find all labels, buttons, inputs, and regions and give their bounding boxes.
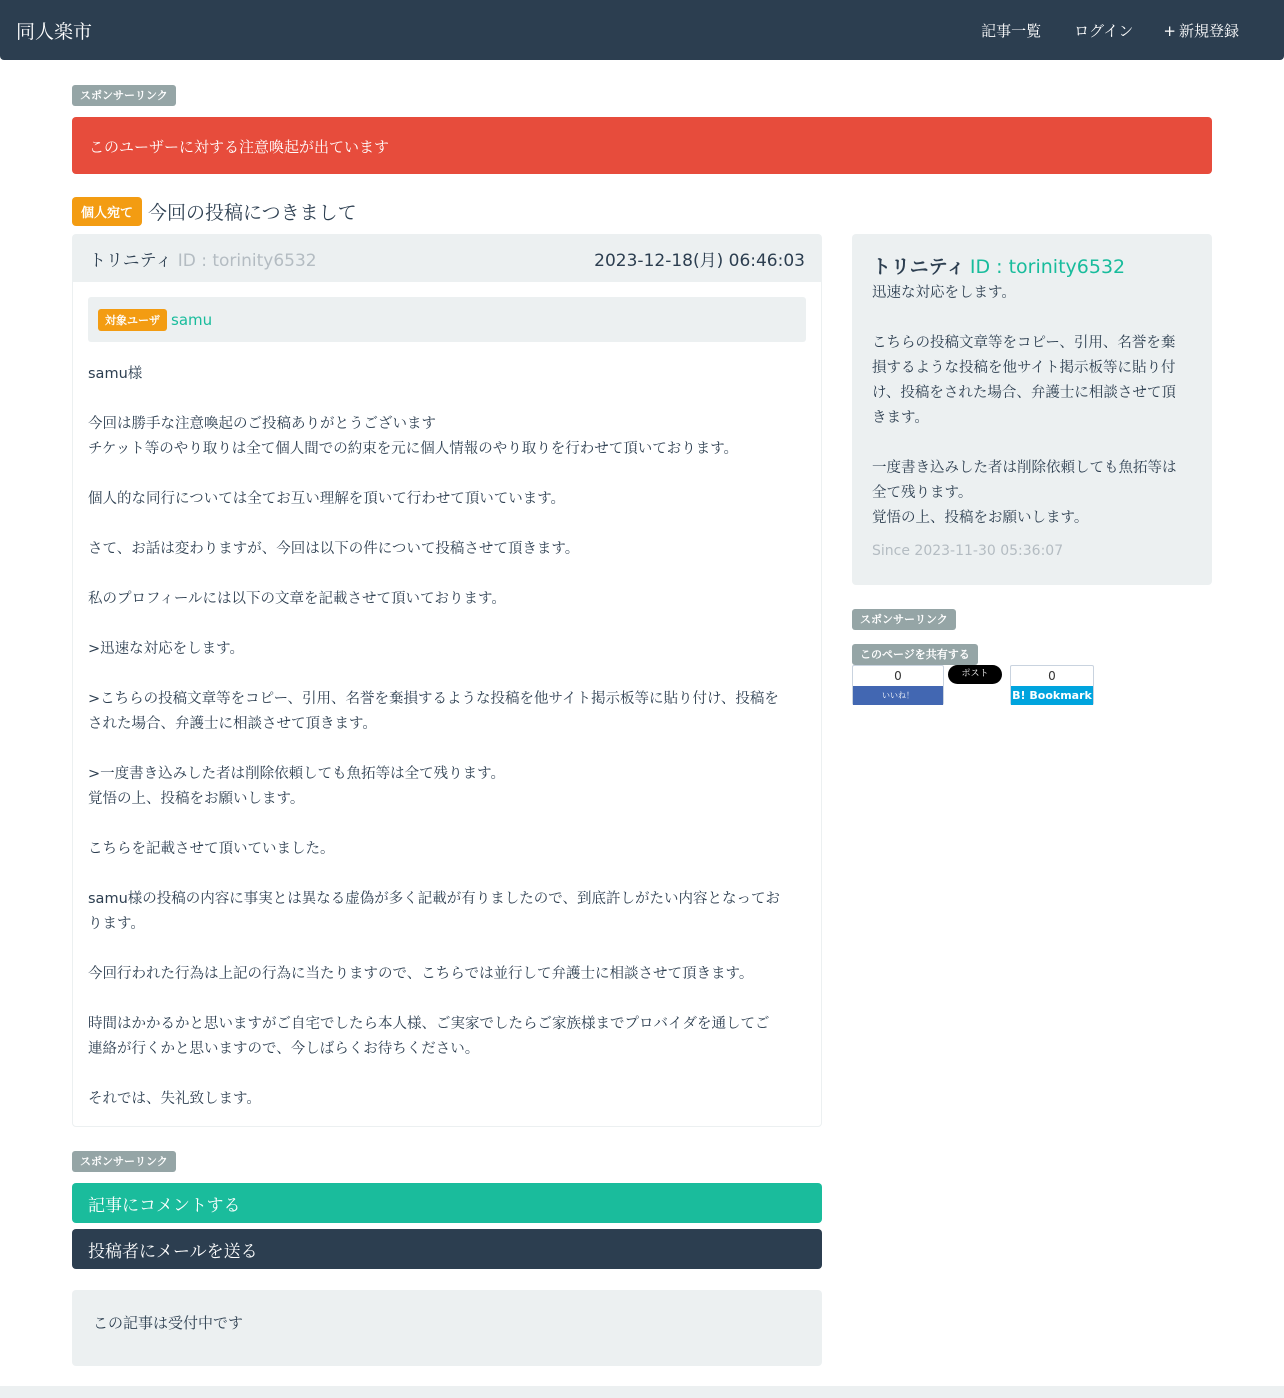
post-header	[73, 235, 821, 282]
profile-text: 迅速な対応をします。 こちらの投稿文章等をコピー、引用、名誉を棄 損するような投稿を他サイト掲示板等に貼り付 け、投稿をされた場合、弁護士に相談させて頂 きます。 一度書き込みした者は削除依頼しても魚拓等は 全て残ります。 覚悟の上、投稿をお願いします。	[872, 285, 1177, 526]
nav-login-label: ログイン	[1074, 22, 1134, 40]
post-datetime	[594, 246, 805, 271]
nav-article-list-label: 記事一覧	[981, 22, 1042, 40]
facebook-like-button[interactable]	[852, 665, 944, 705]
post-panel	[72, 234, 822, 1127]
mail-author-button[interactable]: 投稿者にメールを送る	[72, 1229, 822, 1269]
post-datetime-value: 2023-12-18(月) 06:46:03	[594, 251, 805, 271]
author-id: ID : torinity6532	[177, 251, 317, 271]
author-link[interactable]: トリニティ	[89, 251, 173, 271]
profile-since	[872, 543, 1192, 559]
author-profile	[852, 234, 1212, 585]
hatena-bookmark-label: B! Bookmark	[1011, 686, 1093, 705]
comment-button[interactable]: 記事にコメントする	[72, 1183, 822, 1223]
nav-links	[978, 20, 1239, 41]
x-post-button[interactable]: ポスト	[948, 665, 1002, 684]
profile-name-link[interactable]: トリニティ	[872, 256, 966, 278]
share-label: このページを共有する	[852, 644, 978, 665]
post-title-row	[72, 197, 357, 226]
facebook-count: 0	[894, 669, 902, 683]
nav-login[interactable]	[1071, 20, 1133, 41]
share-buttons	[852, 665, 1094, 705]
nav-article-list[interactable]	[978, 20, 1041, 41]
hatena-count: 0	[1048, 669, 1056, 683]
target-user-link[interactable]: samu	[171, 310, 213, 329]
target-user-box	[88, 297, 806, 342]
post-title: 今回の投稿につきまして	[148, 202, 357, 224]
profile-since-value: Since 2023-11-30 05:36:07	[872, 543, 1064, 559]
footer	[0, 1386, 1284, 1398]
warning-alert: このユーザーに対する注意喚起が出ています	[72, 117, 1212, 174]
navbar	[0, 0, 1284, 60]
brand-link[interactable]: 同人楽市	[16, 21, 93, 43]
facebook-like-label: いいね！	[853, 686, 943, 705]
profile-id: ID : torinity6532	[969, 256, 1126, 278]
sponsor-label-top: スポンサーリンク	[72, 85, 176, 106]
sponsor-label-bottom: スポンサーリンク	[72, 1151, 176, 1172]
sponsor-label-sidebar: スポンサーリンク	[852, 609, 956, 630]
plus-icon: +	[1163, 21, 1176, 40]
post-type-badge: 個人宛て	[72, 197, 142, 226]
nav-register[interactable]	[1163, 20, 1239, 41]
post-author	[89, 246, 317, 271]
target-user-badge: 対象ユーザ	[98, 309, 167, 331]
article-status: この記事は受付中です	[72, 1290, 822, 1366]
hatena-bookmark-button[interactable]	[1010, 665, 1094, 705]
post-body: samu様 今回は勝手な注意喚起のご投稿ありがとうございます チケット等のやり取りは全て個人間での約束を元に個人情報のやり取りを行わせて頂いております。 個人的な同行については全てお互い理解を頂いて行わせて頂いています。 さて、お話は変わりますが、今回は以下の件について投稿させて頂きます。 私のプロフィールには以下の文章を記載させて頂いております。 >迅速な対応をします。 >こちらの投稿文章等をコピー、引用、名誉を棄損するような投稿を他サイト掲示板等に貼り付け、投稿を された場合、弁護士に相談させて頂きます。 >一度書き込みした者は削除依頼しても魚拓等は全て残ります。 覚悟の上、投稿をお願いします。 こちらを記載させて頂いていました。 samu様の投稿の内容に事実とは異なる虚偽が多く記載が有りましたので、到底許しがたい内容となってお ります。 今回行われた行為は上記の行為に当たりますので、こちらでは並行して弁護士に相談させて頂きます。 時間はかかるかと思いますがご自宅でしたら本人様、ご実家でしたらご家族様までプロバイダを通してご 連絡が行くかと思いますので、今しばらくお待ちください。 それでは、失礼致します。	[88, 366, 780, 1107]
nav-register-label: 新規登録	[1178, 22, 1239, 40]
